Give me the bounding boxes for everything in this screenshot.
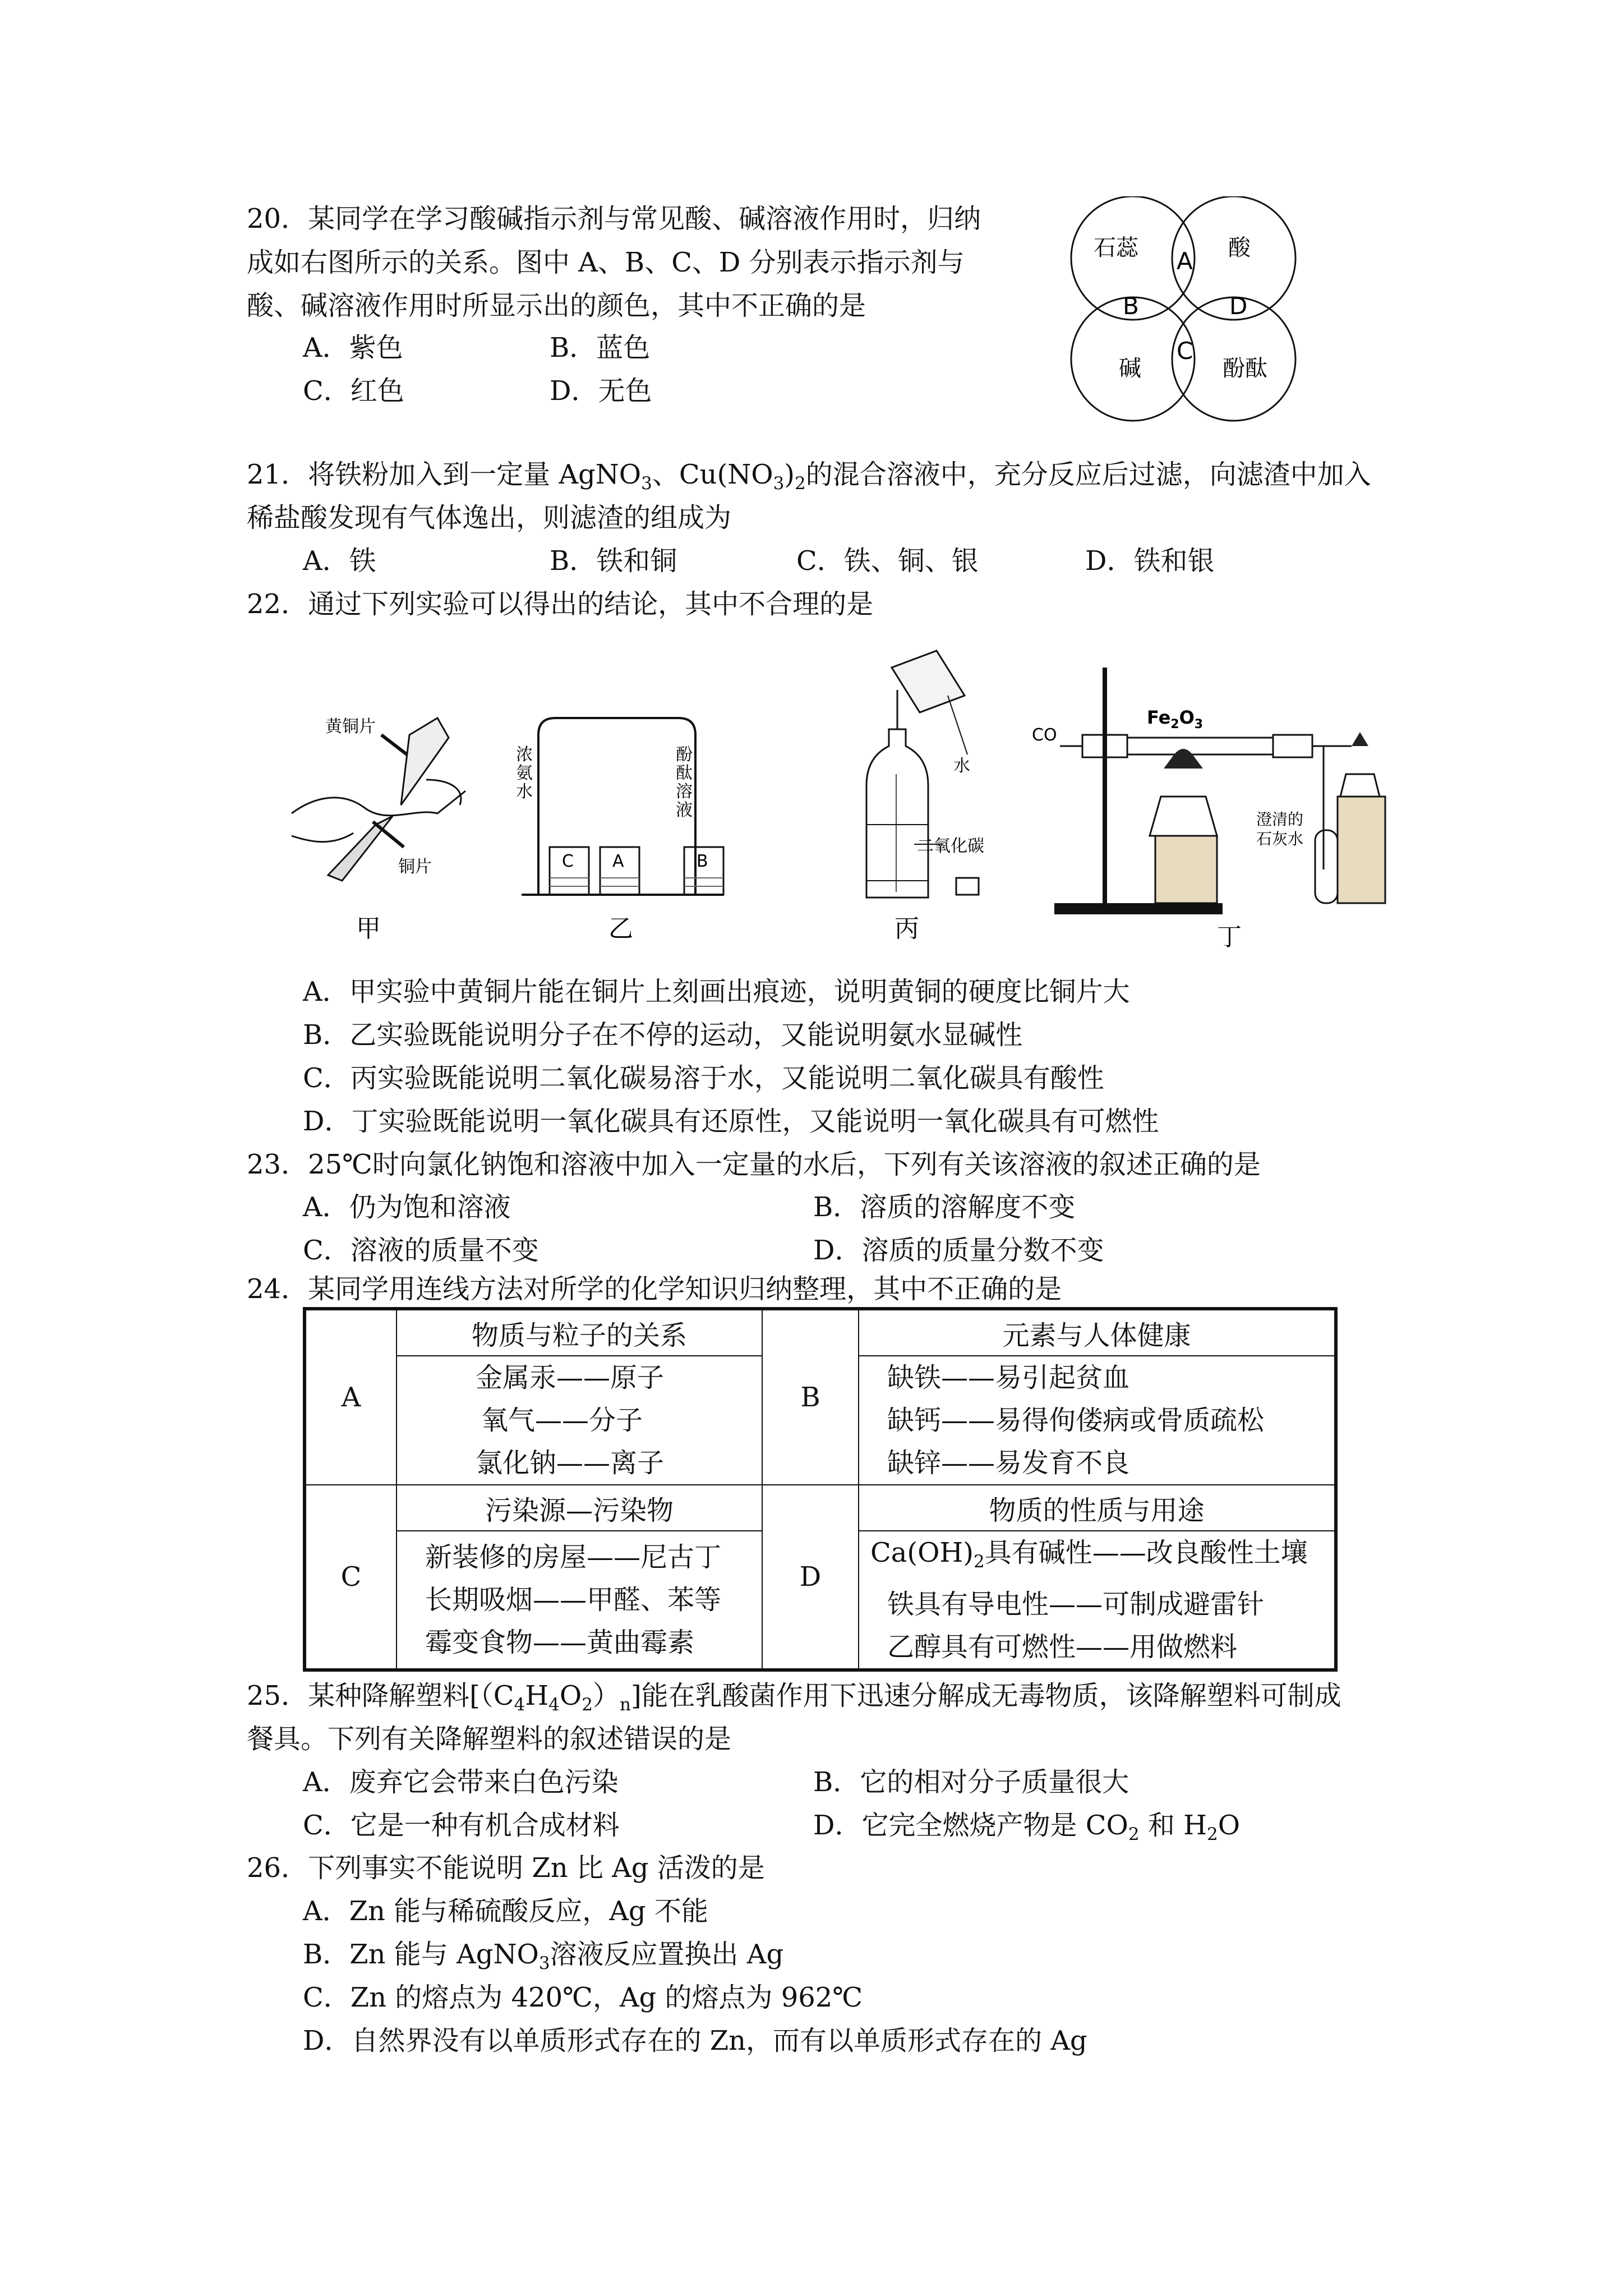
q25-stem-line2: 餐具。下列有关降解塑料的叙述错误的是 [247,1723,732,1755]
q24-lines-c: 新装修的房屋——尼古丁 长期吸烟——甲醛、苯等 霉变食物——黄曲霉素 [396,1531,762,1670]
svg-text:溶: 溶 [676,782,693,802]
svg-text:二氧化碳: 二氧化碳 [917,836,984,856]
venn-region-a: A [1177,247,1193,275]
q25-option-a: A．废弃它会带来白色污染 [303,1766,619,1798]
q21-stem-line1: 21．将铁粉加入到一定量 AgNO$_3$、$Cu(NO_3)_2$的混合溶液中，充分反应后过滤，向滤渣中加入 [247,459,1371,494]
svg-text:B: B [697,852,708,871]
q24-title-b: 元素与人体健康 [859,1309,1336,1356]
q24-title-d: 物质的性质与用途 [859,1485,1336,1531]
q23-option-a: A．仍为饱和溶液 [303,1191,511,1223]
svg-text:酚: 酚 [676,745,693,765]
q22-option-c: C．丙实验既能说明二氧化碳易溶于水，又能说明二氧化碳具有酸性 [303,1062,1104,1094]
q21-option-a: A．铁 [303,545,376,577]
svg-text:CO: CO [1032,725,1057,745]
q26-option-d: D．自然界没有以单质形式存在的 Zn，而有以单质形式存在的 Ag [303,2025,1087,2056]
venn-region-b: B [1123,292,1139,320]
q20-stem-line3: 酸、碱溶液作用时所显示出的颜色，其中不正确的是 [247,290,866,321]
svg-text:铜片: 铜片 [398,857,432,877]
q26-option-a: A．Zn 能与稀硫酸反应，Ag 不能 [303,1895,708,1927]
q20-venn-diagram [1060,196,1312,426]
q20-option-a: A．紫色 [303,332,403,364]
q20-stem-line1: 20．某同学在学习酸碱指示剂与常见酸、碱溶液作用时，归纳 [247,203,981,234]
q23-option-c: C．溶液的质量不变 [303,1235,539,1266]
q26-option-b: B．Zn 能与 AgNO$_3$溶液反应置换出 Ag [303,1939,784,1973]
q24-knowledge-table [303,1307,1338,1672]
q25-option-c: C．它是一种有机合成材料 [303,1810,620,1841]
q22-option-d: D．丁实验既能说明一氧化碳具有还原性，又能说明一氧化碳具有可燃性 [303,1106,1159,1137]
q24-letter-d: D [762,1485,859,1670]
svg-text:Fe2O3: $Fe_2O_3$ [1147,707,1204,731]
svg-text:石灰水: 石灰水 [1256,830,1304,848]
svg-text:澄清的: 澄清的 [1256,810,1304,829]
venn-base-label: 碱 [1119,356,1141,381]
svg-text:A: A [612,852,624,871]
q23-option-b: B．溶质的溶解度不变 [813,1191,1076,1223]
venn-phenol-label: 酚酞 [1223,356,1267,381]
q23-option-d: D．溶质的质量分数不变 [813,1235,1104,1266]
q25-option-d: D．它完全燃烧产物是 $CO_2$ 和 $H_2O$ [813,1810,1241,1844]
q22-figure-jia [280,696,494,954]
svg-text:浓: 浓 [516,745,533,765]
svg-text:液: 液 [676,800,693,820]
fig-bing-caption: 丙 [895,914,919,943]
q26-stem: 26．下列事实不能说明 Zn 比 Ag 活泼的是 [247,1852,765,1884]
q24-title-a: 物质与粒子的关系 [396,1309,762,1356]
svg-text:黄铜片: 黄铜片 [325,717,376,737]
fig-ding-caption: 丁 [1217,923,1242,951]
venn-litmus-label: 石蕊 [1094,235,1138,261]
q20-stem-line2: 成如右图所示的关系。图中 A、B、C、D 分别表示指示剂与 [247,247,965,278]
q20-option-b: B．蓝色 [550,332,651,364]
q24-letter-c: C [305,1485,396,1670]
q22-figure-bing [824,645,1015,954]
fig-jia-caption: 甲 [356,914,381,943]
q21-stem-line2: 稀盐酸发现有气体逸出，则滤渣的组成为 [247,502,732,533]
q24-letter-b: B [762,1309,859,1485]
svg-text:C: C [562,852,574,871]
q24-lines-b: 缺铁——易引起贫血 缺钙——易得佝偻病或骨质疏松 缺锌——易发育不良 [859,1356,1336,1485]
q25-stem-line1: 25．某种降解塑料$[(C_4H_4O_2)_n]$能在乳酸菌作用下迅速分解成无毒物质，该降解塑料可制成 [247,1680,1341,1715]
q22-figure-yi [516,696,740,954]
q24-stem: 24．某同学用连线方法对所学的化学知识归纳整理，其中不正确的是 [247,1273,1062,1305]
q23-stem: 23．25℃时向氯化钠饱和溶液中加入一定量的水后，下列有关该溶液的叙述正确的是 [247,1149,1261,1180]
q24-lines-a: 金属汞——原子 氧气——分子 氯化钠——离子 [396,1356,762,1485]
q24-title-c: 污染源—污染物 [396,1485,762,1531]
q21-option-d: D．铁和银 [1085,545,1215,577]
venn-region-c: C [1177,337,1193,365]
q20-option-d: D．无色 [550,375,652,407]
q24-letter-a: A [305,1309,396,1485]
venn-region-d: D [1229,292,1248,320]
svg-text:氨: 氨 [516,763,533,783]
fig-yi-caption: 乙 [608,914,633,943]
q20-option-c: C．红色 [303,375,404,407]
svg-text:酞: 酞 [676,763,693,783]
q25-option-b: B．它的相对分子质量很大 [813,1766,1129,1798]
svg-text:水: 水 [516,782,533,802]
q21-option-c: C．铁、铜、银 [796,545,979,577]
q22-option-b: B．乙实验既能说明分子在不停的运动，又能说明氨水显碱性 [303,1019,1023,1051]
q22-option-a: A．甲实验中黄铜片能在铜片上刻画出痕迹，说明黄铜的硬度比铜片大 [303,976,1130,1007]
q21-option-b: B．铁和铜 [550,545,677,577]
q22-figure-ding [1032,651,1413,959]
svg-text:水: 水 [953,756,970,776]
q22-stem: 22．通过下列实验可以得出的结论，其中不合理的是 [247,588,874,620]
q24-lines-d: $Ca(OH)_2$具有碱性——改良酸性土壤 铁具有导电性——可制成避雷针 乙醇具有可燃性——用做燃料 [859,1531,1336,1670]
q26-option-c: C．Zn 的熔点为 420℃，Ag 的熔点为 962℃ [303,1982,863,2013]
venn-acid-label: 酸 [1228,235,1251,261]
